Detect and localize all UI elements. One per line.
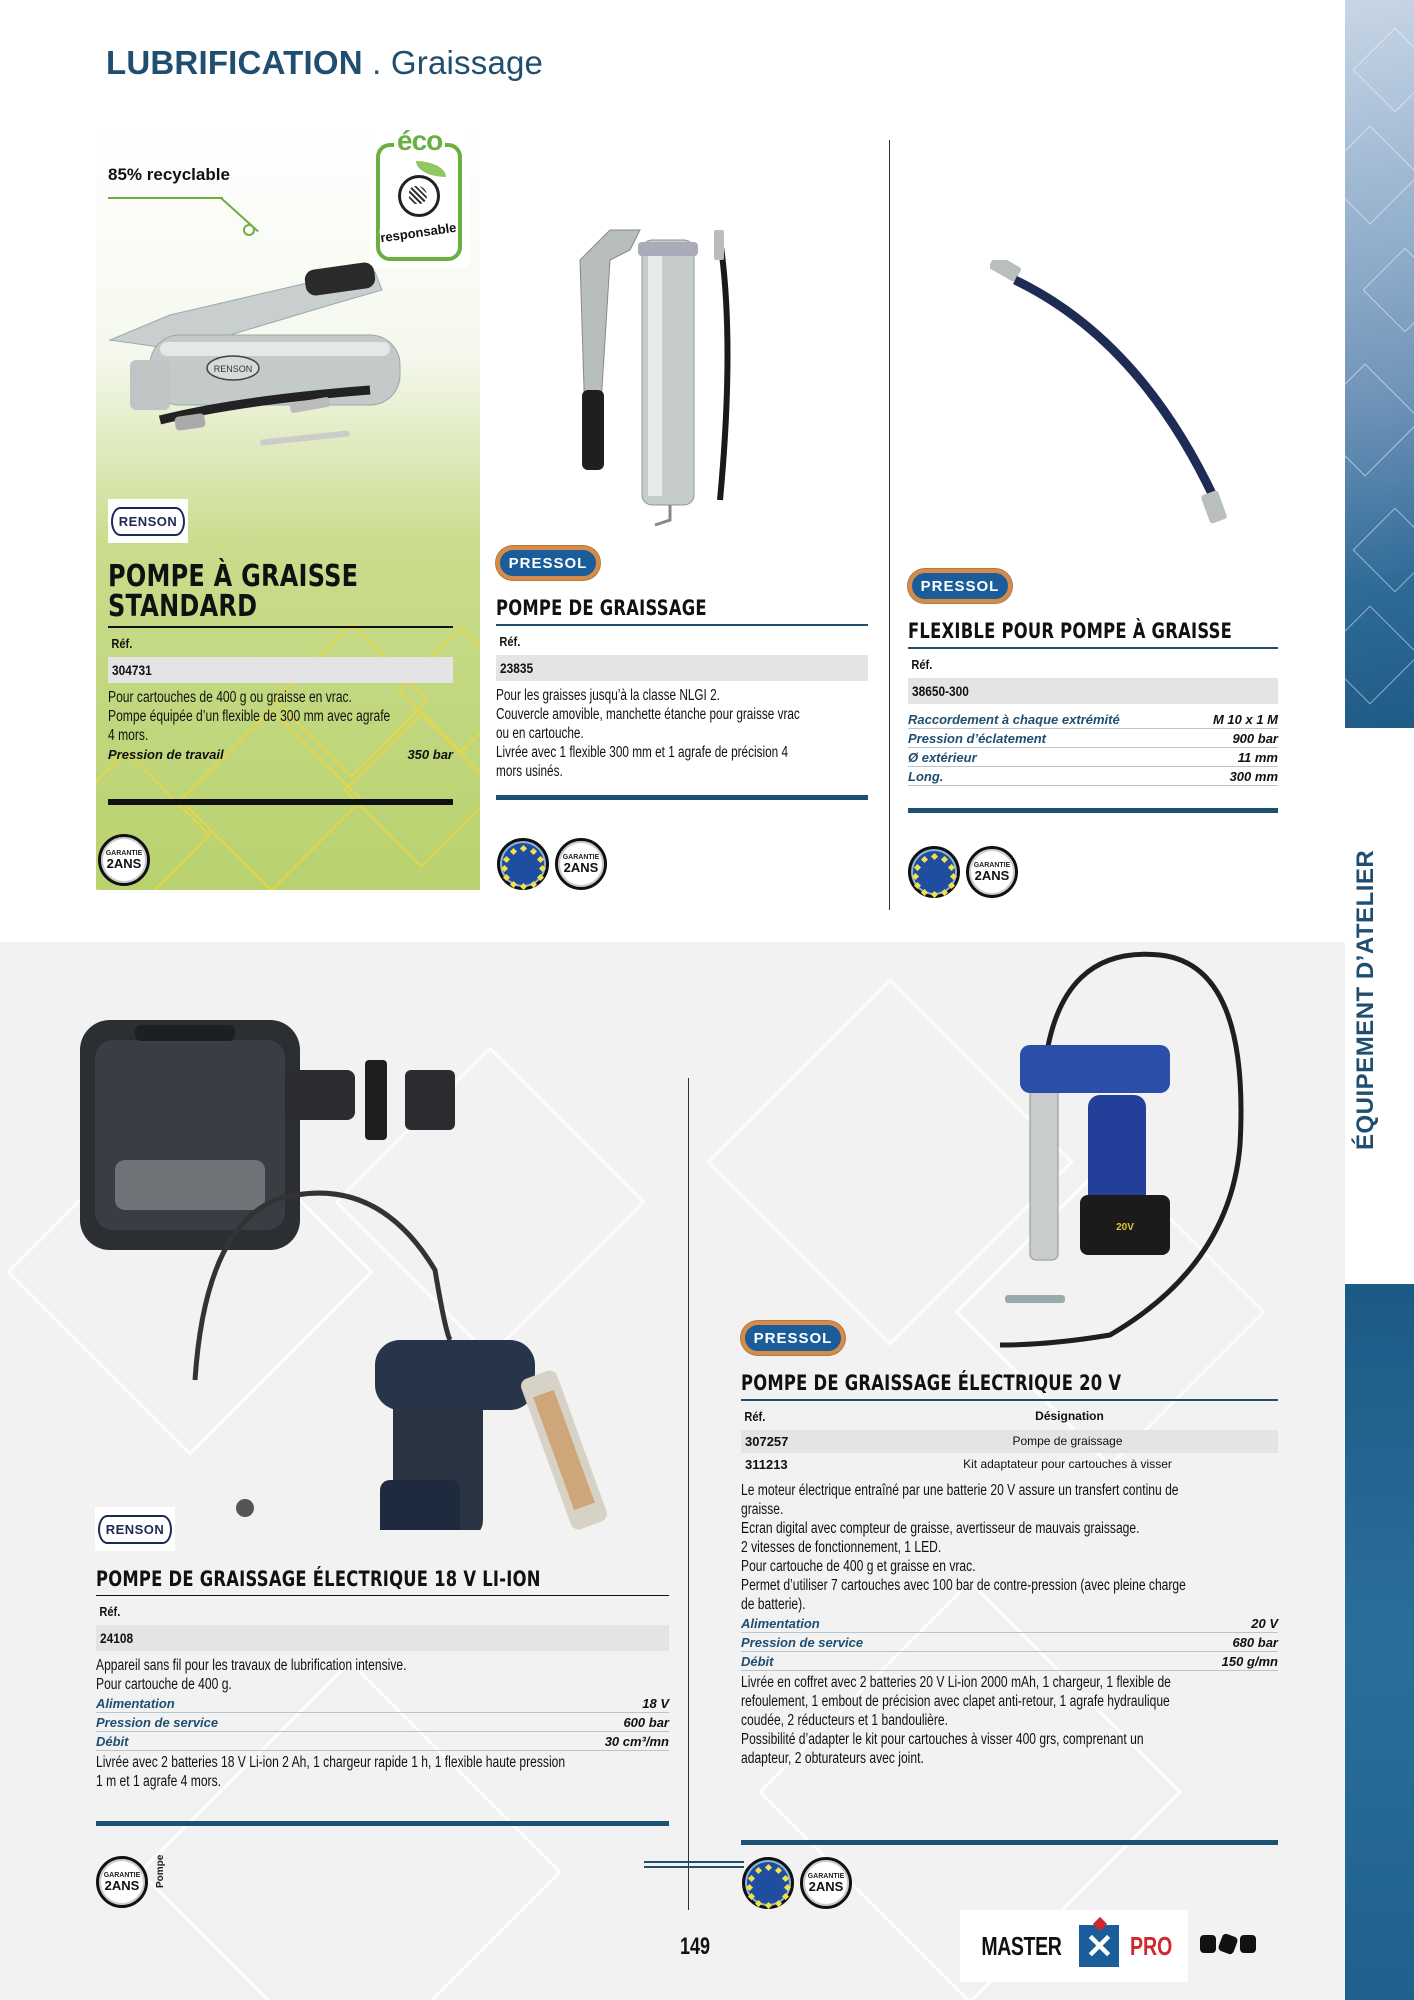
side-tag: Pompe bbox=[155, 1854, 166, 1888]
ref-table-row: 307257 Pompe de graissage bbox=[741, 1430, 1278, 1453]
product-title: POMPE DE GRAISSAGE bbox=[496, 596, 707, 620]
bottom-rule bbox=[908, 808, 1278, 813]
ref-table-header: Réf. Désignation bbox=[744, 1409, 1104, 1424]
svg-text:20V: 20V bbox=[1116, 1222, 1134, 1233]
ref-header: Réf. bbox=[911, 657, 933, 672]
spec-row-service-pressure: Pression de service 600 bar bbox=[96, 1715, 669, 1730]
product-badges bbox=[98, 834, 150, 886]
spec-row-flow-rate: Débit 150 g/mn bbox=[741, 1654, 1278, 1669]
ref-header: Réf. bbox=[99, 1604, 121, 1619]
brand-squares-icon bbox=[1200, 1935, 1256, 1953]
product-description: Le moteur électrique entraîné par une batterie 20 V assure un transfert continu de graisse. Ecran digital avec compteur de graisse, avertisseur de mauvais graissage. 2 vitesses de fonctionnement, 1 LED. Pour cartouche de 400 g et graisse en vrac. Permet d’utiliser 7 cartouches avec 100 bar de contre-pression (avec pleine charge de batterie). bbox=[741, 1482, 1186, 1613]
masterpro-logo bbox=[960, 1910, 1188, 1982]
product-title-line2: STANDARD bbox=[108, 589, 258, 624]
guarantee-2-years-badge: GARANTIE 2ANS bbox=[966, 846, 1018, 898]
spec-row-burst-pressure: Pression d’éclatement 900 bar bbox=[908, 731, 1278, 746]
page-number-rule bbox=[644, 1866, 744, 1868]
ref-row: 23835 bbox=[496, 655, 868, 681]
ref-header: Réf. bbox=[499, 634, 521, 649]
eco-badge-word: éco bbox=[394, 125, 445, 157]
bottom-rule bbox=[496, 795, 868, 800]
sidebar-decoration-bottom bbox=[1345, 1284, 1414, 2000]
eu-made-badge bbox=[742, 1857, 794, 1909]
product-badges bbox=[96, 1856, 148, 1908]
column-divider-bottom bbox=[688, 1078, 689, 1910]
eco-responsible-badge bbox=[370, 125, 470, 267]
product-badges bbox=[497, 838, 607, 890]
page-title-category: LUBRIFICATION bbox=[106, 44, 363, 81]
bottom-rule bbox=[96, 1821, 669, 1826]
brand-logo-pressol: PRESSOL bbox=[908, 569, 1012, 603]
product-title: POMPE DE GRAISSAGE ÉLECTRIQUE 18 V LI-ION bbox=[96, 1567, 541, 1591]
page-title bbox=[106, 44, 543, 82]
recyclable-label: 85% recyclable bbox=[108, 165, 230, 184]
product-grease-pump bbox=[496, 596, 868, 800]
product-description: Pour cartouches de 400 g ou graisse en vrac. Pompe équipée d’un flexible de 300 mm avec agrafe 4 mors. bbox=[108, 689, 391, 744]
bottom-rule bbox=[741, 1840, 1278, 1845]
svg-text:RENSON: RENSON bbox=[213, 364, 253, 374]
ref-row: 304731 bbox=[108, 657, 453, 683]
product-badges bbox=[908, 846, 1018, 898]
spec-row-length: Long. 300 mm bbox=[908, 769, 1278, 784]
ref-table-row: 311213 Kit adaptateur pour cartouches à visser bbox=[745, 1457, 1172, 1472]
product-title: POMPE DE GRAISSAGE ÉLECTRIQUE 20 V bbox=[741, 1371, 1122, 1395]
product-image-standard-grease-pump bbox=[100, 260, 430, 470]
product-electric-20v-pump bbox=[741, 1371, 1278, 1768]
product-description-delivery: Livrée avec 2 batteries 18 V Li-ion 2 Ah, 1 chargeur rapide 1 h, 1 flexible haute pression 1 m et 1 agrafe 4 mors. bbox=[96, 1754, 566, 1790]
guarantee-2-years-badge: GARANTIE 2ANS bbox=[96, 1856, 148, 1908]
ref-row: 24108 bbox=[96, 1625, 669, 1651]
product-description: Appareil sans fil pour les travaux de lubrification intensive. Pour cartouche de 400 g. bbox=[96, 1657, 407, 1693]
page-number-rule bbox=[644, 1861, 744, 1863]
spec-row-service-pressure: Pression de service 680 bar bbox=[741, 1635, 1278, 1650]
brand-logo-pressol: PRESSOL bbox=[741, 1321, 845, 1355]
sidebar-section-label: ÉQUIPEMENT D’ATELIER bbox=[1352, 849, 1379, 1150]
eu-made-badge bbox=[497, 838, 549, 890]
brand-logo-renson: RENSON bbox=[108, 499, 188, 543]
masterpro-logo-right: PRO bbox=[1130, 1930, 1173, 1961]
product-title: FLEXIBLE POUR POMPE À GRAISSE bbox=[908, 619, 1233, 643]
product-image-electric-18v-pump-kit bbox=[75, 1010, 635, 1530]
product-image-electric-20v-pump bbox=[990, 945, 1280, 1355]
page-number: 149 bbox=[679, 1933, 711, 1960]
product-image-flexible-hose bbox=[990, 260, 1250, 530]
callout-line bbox=[108, 197, 223, 199]
sidebar-decoration-top bbox=[1345, 0, 1414, 728]
spec-row-flow-rate: Débit 30 cm³/mn bbox=[96, 1734, 669, 1749]
ref-row: 38650-300 bbox=[908, 678, 1278, 704]
product-title-line1: POMPE À GRAISSE bbox=[108, 559, 359, 594]
spec-row-outer-diameter: Ø extérieur 11 mm bbox=[908, 750, 1278, 765]
guarantee-2-years-badge: GARANTIE 2ANS bbox=[555, 838, 607, 890]
masterpro-logo-left: MASTER bbox=[981, 1930, 1062, 1961]
spec-row-power: Alimentation 18 V bbox=[96, 1696, 669, 1711]
column-divider-top bbox=[889, 140, 890, 910]
ref-header: Réf. bbox=[111, 636, 133, 651]
product-electric-18v-pump bbox=[96, 1567, 669, 1826]
product-description-delivery: Livrée en coffret avec 2 batteries 20 V Li-ion 2000 mAh, 1 chargeur, 1 flexible de refoulement, 1 embout de précision avec clapet anti-retour, 1 agrafe hydraulique coudée, 2 réducteurs et 1 bandoulière. Possibilité d’adapter le kit pour cartouches à visser 400 grs, comprenant un adapteur, 2 obturateurs avec joint. bbox=[741, 1674, 1171, 1767]
brand-logo-renson: RENSON bbox=[95, 1507, 175, 1551]
spec-row-power: Alimentation 20 V bbox=[741, 1616, 1278, 1631]
callout-dot bbox=[243, 224, 255, 236]
product-flexible-hose bbox=[908, 619, 1278, 813]
product-description: Pour les graisses jusqu’à la classe NLGI 2. Couvercle amovible, manchette étanche pour graisse vrac ou en cartouche. Livrée avec 1 flexible 300 mm et 1 agrafe de précision 4 mors usinés. bbox=[496, 687, 800, 780]
eco-badge-subword: responsable bbox=[379, 219, 458, 246]
spec-row-working-pressure: Pression de travail 350 bar bbox=[108, 747, 453, 762]
brand-logo-pressol: PRESSOL bbox=[496, 546, 600, 580]
star-icon bbox=[1079, 1925, 1119, 1967]
bottom-rule bbox=[108, 799, 453, 805]
product-badges bbox=[742, 1857, 852, 1909]
guarantee-2-years-badge: GARANTIE 2ANS bbox=[98, 834, 150, 886]
guarantee-2-years-badge: GARANTIE 2ANS bbox=[800, 1857, 852, 1909]
ref-table bbox=[741, 1401, 1278, 1476]
eu-made-badge bbox=[908, 846, 960, 898]
product-image-grease-pump bbox=[570, 220, 750, 530]
spec-row-connection: Raccordement à chaque extrémité M 10 x 1 M bbox=[908, 712, 1278, 727]
product-standard-grease-pump bbox=[108, 559, 453, 805]
page-title-subcategory: . Graissage bbox=[372, 44, 544, 81]
globe-icon bbox=[398, 175, 440, 217]
